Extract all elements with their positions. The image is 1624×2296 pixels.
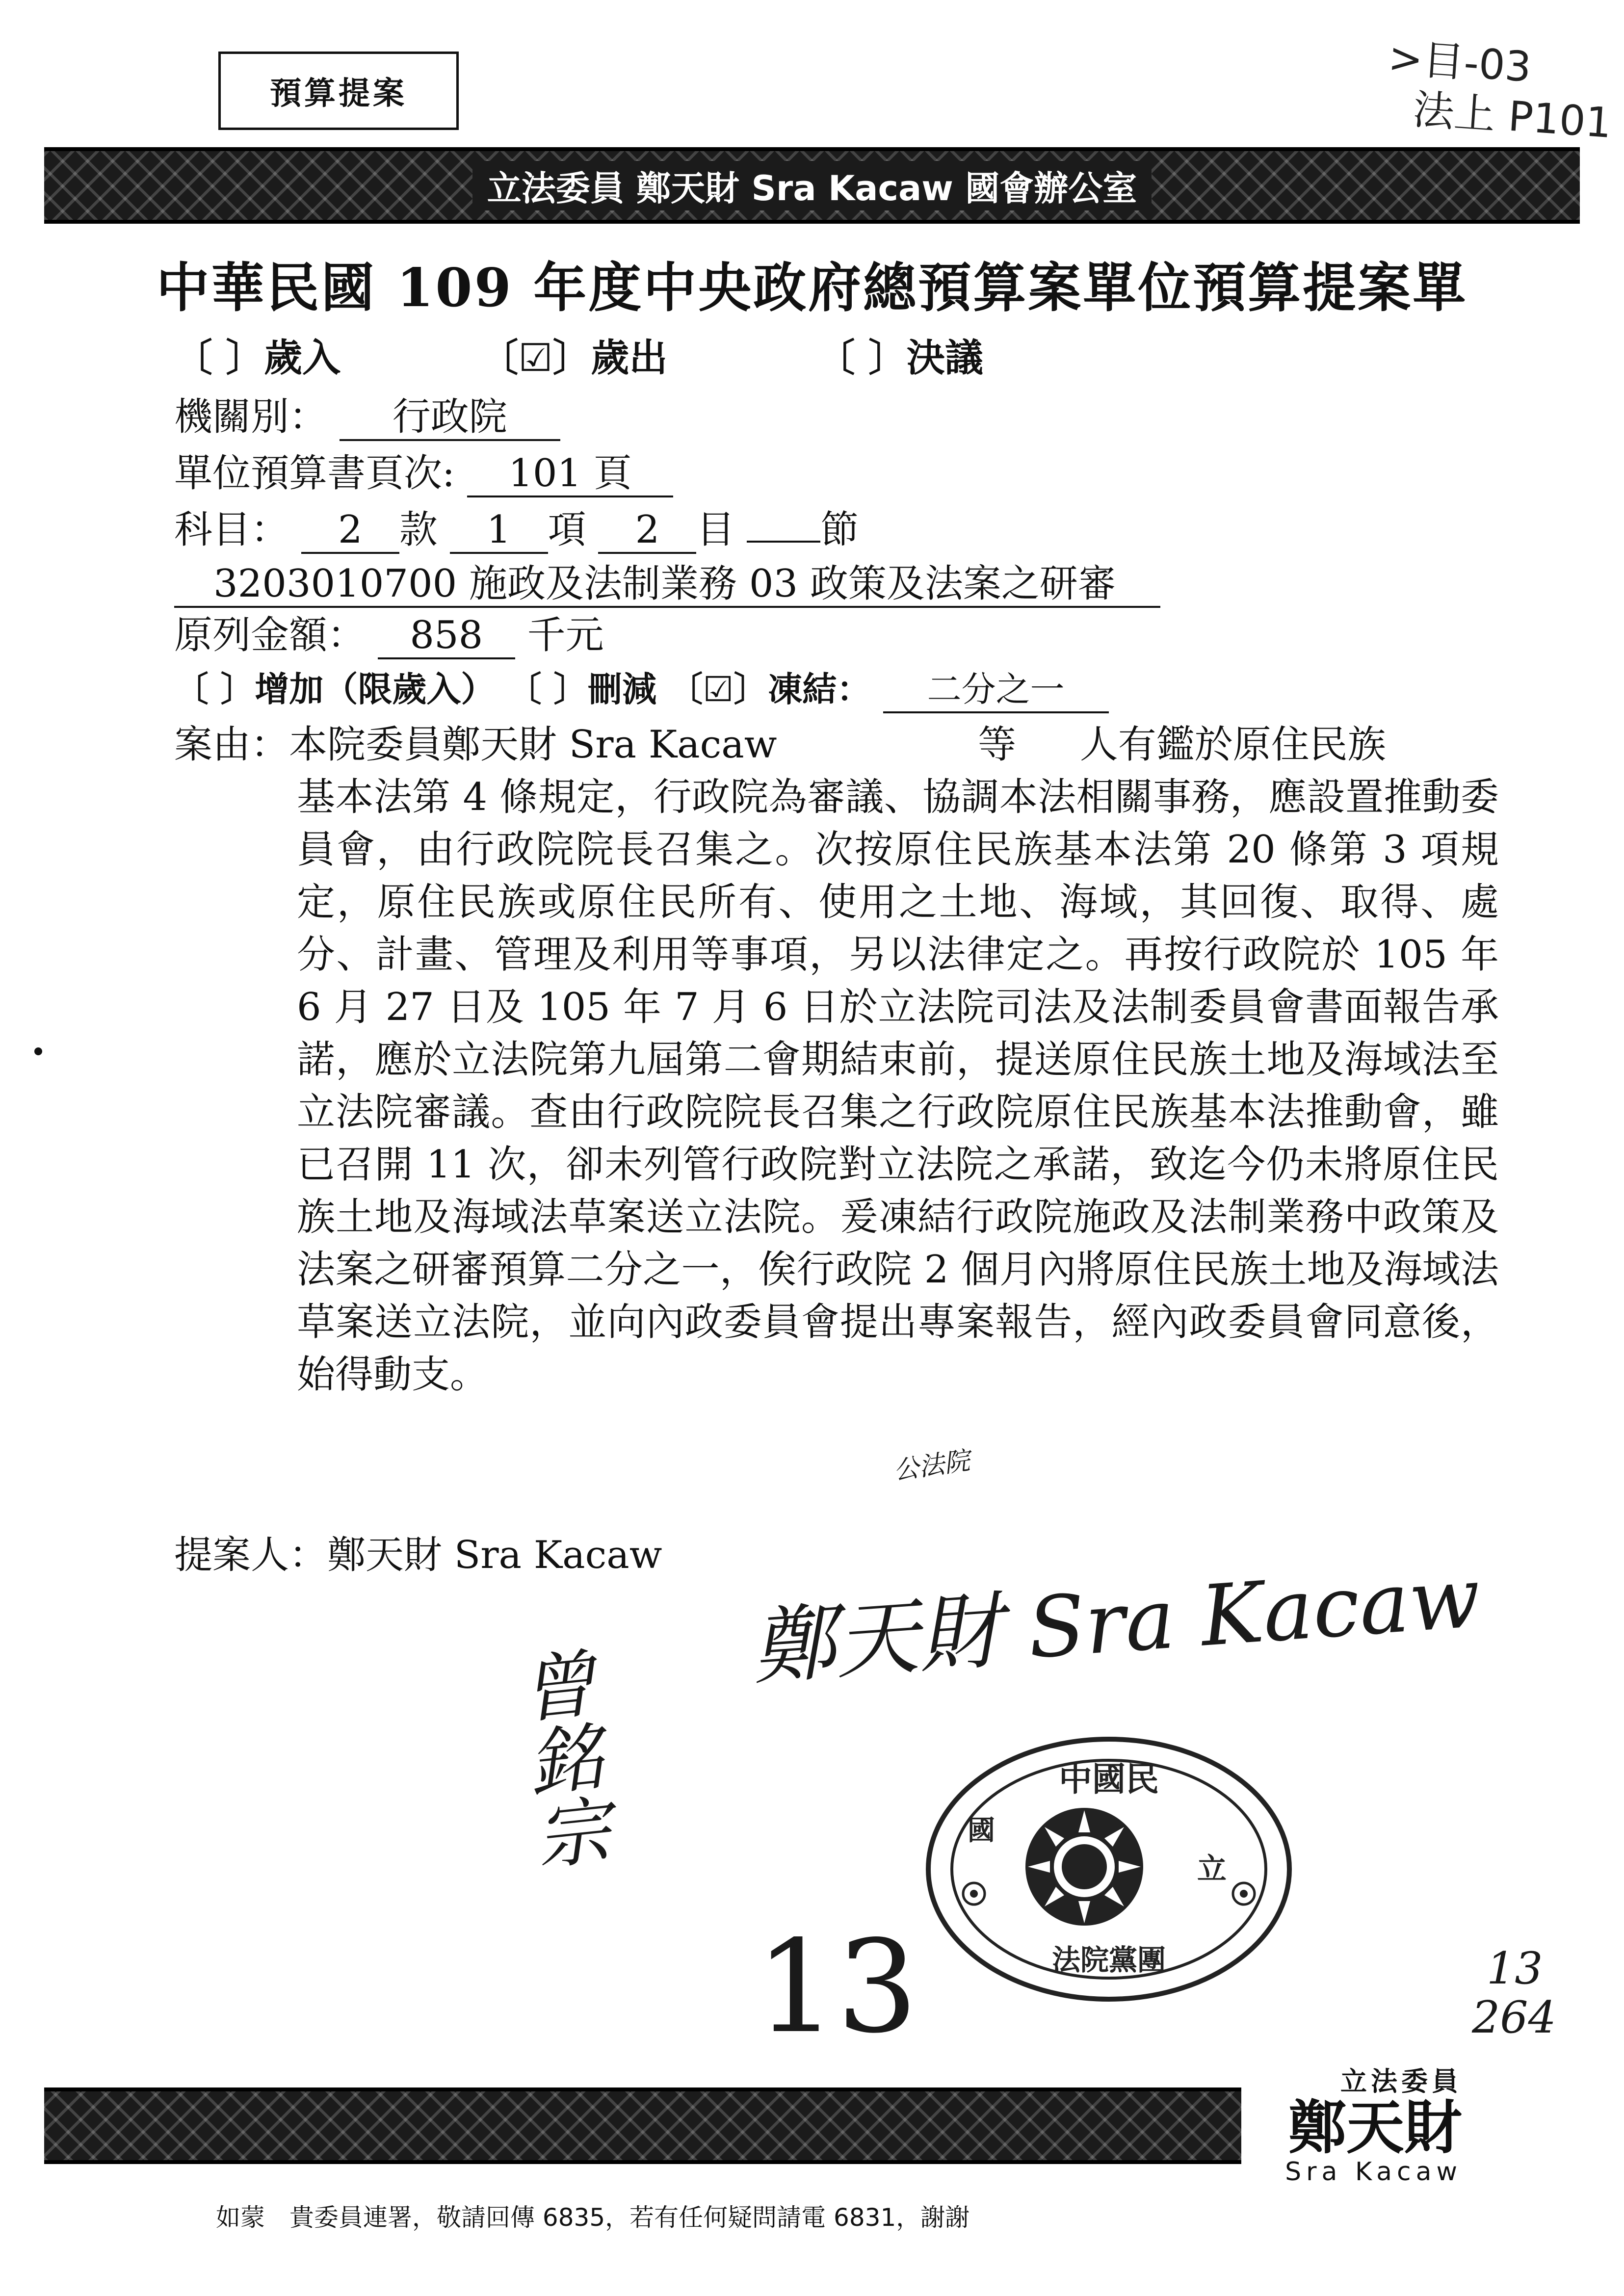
stamp-text-right: 立 <box>1197 1852 1227 1886</box>
income-checkbox: 〔 〕 <box>174 336 264 380</box>
document-title: 中華民國 109 年度中央政府總預算案單位預算提案單 <box>156 257 1468 319</box>
subject-kuan-unit: 款 <box>399 508 438 552</box>
page-ref-row <box>174 449 673 498</box>
subject-row <box>174 505 859 554</box>
footer-banner <box>44 2087 1241 2164</box>
handwritten-page-b: 264 <box>1472 1992 1556 2043</box>
handwritten-insert-note: 公法院 <box>891 1446 972 1486</box>
main-signature: 鄭天財 Sra Kacaw <box>748 1549 1484 1697</box>
subject-kuan: 2 <box>301 508 399 554</box>
stamp-text-left: 國 <box>968 1814 995 1847</box>
caucus-seal-stamp <box>922 1732 1295 2007</box>
program-value: 3203010700 施政及法制業務 03 政策及法案之研審 <box>174 562 1160 608</box>
handwritten-page-a: 13 <box>1487 1943 1543 1994</box>
office-banner-text: 立法委員 鄭天財 Sra Kacaw 國會辦公室 <box>472 161 1152 210</box>
expense-checkbox: 〔☑〕 <box>480 336 591 380</box>
cosign-signature: 曾銘宗 <box>504 1644 613 1873</box>
page-ref-label: 單位預算書頁次: <box>174 451 455 496</box>
subject-xiang: 1 <box>450 508 548 554</box>
freeze-value: 二分之一 <box>883 667 1109 713</box>
expense-label: 歲出 <box>591 336 668 380</box>
budget-type-row <box>174 334 983 383</box>
office-banner <box>44 147 1580 224</box>
proposer-row <box>174 1531 662 1580</box>
decrease-label: 刪減 <box>588 669 657 709</box>
amount-label: 原列金額： <box>174 613 366 657</box>
page-ref-value: 101 頁 <box>467 451 673 497</box>
program-row <box>174 559 1160 608</box>
handwritten-note-line2: 法上 P101 <box>1411 85 1614 148</box>
increase-checkbox: 〔 〕 <box>174 669 255 709</box>
agency-value: 行政院 <box>340 395 560 441</box>
stamp-text-top: 中國民 <box>1058 1760 1159 1799</box>
agency-row <box>174 392 560 442</box>
reason-lead-deng: 等 <box>978 723 1017 767</box>
footer-brand-name: 鄭天財 <box>1288 2094 1462 2162</box>
reason-lead <box>174 719 1499 771</box>
footer-brand-sub: Sra Kacaw <box>1285 2157 1462 2187</box>
sun-emblem-icon <box>1025 1808 1143 1926</box>
resolution-label: 決議 <box>906 336 983 380</box>
reason-label: 案由： <box>174 723 289 767</box>
stamp-text-bottom: 法院黨團 <box>1051 1943 1166 1977</box>
proposer-label: 提案人： <box>174 1533 328 1577</box>
footer-brand-title: 立法委員 <box>1340 2066 1462 2097</box>
reason-section <box>174 719 1499 1401</box>
footer-note: 如蒙 貴委員連署，敬請回傳 6835，若有任何疑問請電 6831，謝謝 <box>216 2203 970 2232</box>
freeze-label: 凍結： <box>768 669 871 709</box>
amount-unit: 千元 <box>527 613 604 657</box>
freeze-checkbox: 〔☑〕 <box>668 669 768 709</box>
reason-lead-text: 本院委員鄭天財 Sra Kacaw <box>289 723 777 767</box>
amount-row <box>174 611 604 660</box>
scan-dot <box>34 1047 42 1055</box>
decrease-checkbox: 〔 〕 <box>507 669 588 709</box>
increase-label: 增加（限歲入） <box>255 669 496 709</box>
proposal-type-label: 預算提案 <box>218 52 459 130</box>
subject-mu-unit: 目 <box>696 508 735 552</box>
proposer-value: 鄭天財 Sra Kacaw <box>327 1533 662 1577</box>
subject-jie-unit: 節 <box>820 508 859 552</box>
handwritten-note-line1: >目-03 <box>1387 33 1533 92</box>
handwritten-number: 13 <box>756 1913 918 2061</box>
footer-brand <box>1256 2061 1462 2187</box>
resolution-checkbox: 〔 〕 <box>816 336 907 380</box>
subject-label: 科目： <box>174 508 289 552</box>
subject-jie <box>747 541 820 543</box>
amount-value: 858 <box>378 613 515 659</box>
action-row <box>174 665 1109 714</box>
reason-body: 基本法第 4 條規定，行政院為審議、協調本法相關事務，應設置推動委員會，由行政院院長召集之。次按原住民族基本法第 20 條第 3 項規定，原住民族或原住民所有、使用之土地、海域，其回復、取得、處分、計畫、管理及利用等事項，另以法律定之。再按行政院於 105 年 6 月 27 日及 105 年 7 月 6 日於立法院司法及法制委員會書面報告承諾，應於立法院第九屆第二會期結束前，提送原住民族土地及海域法至立法院審議。查由行政院院長召集之行政院原住民族基本法推動會，雖已召開 11 次，卻未列管行政院對立法院之承諾，致迄今仍未將原住民族土地及海域法草案送立法院。爰凍結行政院施政及法制業務中政策及法案之研審預算二分之一，俟行政院 2 個月內將原住民族土地及海域法草案送立法院，並向內政委員會提出專案報告，經內政委員會同意後，始得動支。 <box>297 775 1499 1397</box>
subject-mu: 2 <box>598 508 696 554</box>
office-banner-title <box>44 151 1580 220</box>
income-label: 歲入 <box>264 336 341 380</box>
reason-lead-rest: 人有鑑於原住民族 <box>1079 723 1386 767</box>
subject-xiang-unit: 項 <box>548 508 586 552</box>
agency-label: 機關別： <box>174 395 328 439</box>
